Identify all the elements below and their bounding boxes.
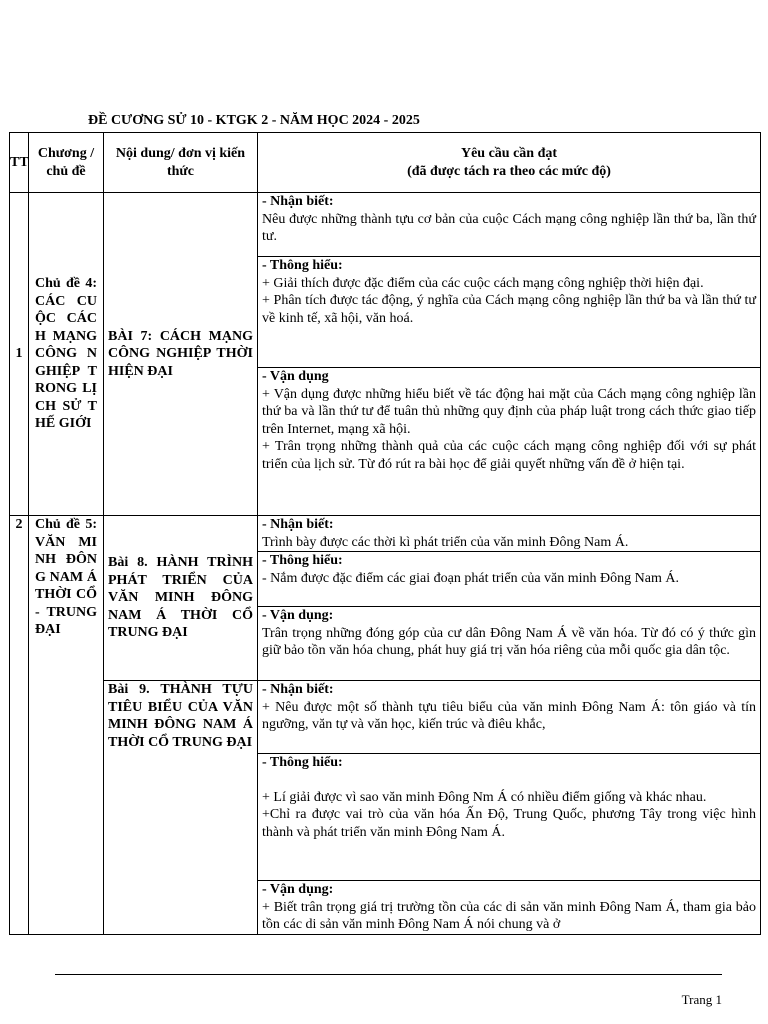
header-content: Nội dung/ đơn vị kiến thức [104, 133, 258, 193]
requirement-text: + Phân tích được tác động, ý nghĩa của Cách mạng công nghiệp lần thứ ba và lần thứ tư về kinh tế, xã hội, văn hoá. [262, 293, 756, 326]
lesson-cell: BÀI 7: CÁCH MẠNG CÔNG NGHIỆP THỜI HIỆN ĐẠI [104, 193, 258, 516]
requirement-cell [258, 552, 761, 607]
requirement-text: + Nêu được một số thành tựu tiêu biểu của văn minh Đông Nam Á: tôn giáo và tín ngưỡng, văn tự và văn học, kiến trúc và điêu khắc, [262, 699, 756, 732]
document-title: ĐỀ CƯƠNG SỬ 10 - KTGK 2 - NĂM HỌC 2024 - 2025 [88, 113, 420, 128]
level-label: - Nhận biết: [262, 682, 334, 697]
level-label: - Thông hiểu: [262, 258, 343, 273]
level-label: - Nhận biết: [262, 194, 334, 209]
requirement-text: + Trân trọng những thành quả của các cuộc cách mạng công nghiệp đối với sự phát triển của lịch sử. Từ đó rút ra bài học để giải quyết những vấn đề ở hiện tại. [262, 439, 756, 472]
requirement-text: + Vận dụng được những hiểu biết về tác động hai mặt của Cách mạng công nghiệp lần thứ ba và lần thứ tư để tuân thủ những quy định của pháp luật trong cách thức giao tiếp trên Internet, mạng xã hội. [262, 386, 756, 437]
requirement-text: + Lí giải được vì sao văn minh Đông Nm Á có nhiều điểm giống và khác nhau. [262, 789, 707, 805]
requirement-text: Trình bày được các thời kì phát triển của văn minh Đông Nam Á. [262, 534, 629, 550]
requirement-text: + Giải thích được đặc điểm của các cuộc cách mạng công nghiệp thời hiện đại. [262, 275, 704, 291]
table-row [10, 193, 761, 257]
topic-cell: Chủ đề 4: CÁC CUỘC CÁCH MẠNG CÔNG NGHIỆP TRONG LỊCH SỬ THẾ GIỚI [29, 193, 104, 516]
level-label: - Vận dụng: [262, 608, 334, 623]
requirement-cell [258, 193, 761, 257]
header-tt: TT [10, 133, 29, 193]
table-row [10, 516, 761, 552]
header-requirements-note: (đã được tách ra theo các mức độ) [407, 163, 611, 179]
requirement-cell [258, 257, 761, 368]
row-number: 2 [10, 516, 29, 935]
page-number: Trang 1 [681, 992, 722, 1007]
requirement-cell [258, 607, 761, 681]
level-label: - Thông hiểu: [262, 553, 343, 568]
requirement-text: Nêu được những thành tựu cơ bản của cuộc Cách mạng công nghiệp lần thứ ba, lần thứ tư. [262, 211, 756, 244]
header-requirements [258, 133, 761, 193]
requirement-cell [258, 881, 761, 935]
requirement-cell [258, 754, 761, 881]
level-label: - Vận dụng: [262, 882, 334, 897]
footer-divider [55, 974, 722, 975]
requirement-cell [258, 681, 761, 754]
requirement-text: - Nắm được đặc điểm các giai đoạn phát triển của văn minh Đông Nam Á. [262, 570, 679, 586]
lesson-cell: Bài 8. HÀNH TRÌNH PHÁT TRIỂN CỦA VĂN MINH ĐÔNG NAM Á THỜI CỔ TRUNG ĐẠI [104, 516, 258, 681]
table-header-row [10, 133, 761, 193]
requirement-text: +Chỉ ra được vai trò của văn hóa Ấn Độ, Trung Quốc, phương Tây trong việc hình thành và phát triển văn minh Đông Nam Á. [262, 807, 756, 840]
level-label: - Nhận biết: [262, 517, 334, 532]
topic-cell: Chủ đề 5: VĂN MINH ĐÔNG NAM Á THỜI CỔ - TRUNG ĐẠI [29, 516, 104, 935]
requirement-cell [258, 516, 761, 552]
lesson-cell: Bài 9. THÀNH TỰU TIÊU BIỂU CỦA VĂN MINH ĐÔNG NAM Á THỜI CỔ TRUNG ĐẠI [104, 681, 258, 935]
outline-table [9, 132, 761, 935]
requirement-text: Trân trọng những đóng góp của cư dân Đông Nam Á về văn hóa. Từ đó có ý thức gìn giữ bảo tồn văn hóa chung, phát huy giá trị văn hóa riêng của mỗi quốc gia dân tộc. [262, 625, 756, 658]
requirement-text: + Biết trân trọng giá trị trường tồn của các di sản văn minh Đông Nam Á, tham gia bảo tồn các di sản văn minh Đông Nam Á nói chung và ở [262, 899, 756, 932]
table-row [10, 681, 761, 754]
requirement-cell [258, 368, 761, 516]
header-requirements-title: Yêu cầu cần đạt [460, 146, 558, 161]
row-number: 1 [10, 193, 29, 516]
blank-line [262, 772, 756, 789]
header-chapter: Chương / chủ đề [29, 133, 104, 193]
level-label: - Thông hiểu: [262, 755, 343, 770]
level-label: - Vận dụng [262, 369, 329, 384]
